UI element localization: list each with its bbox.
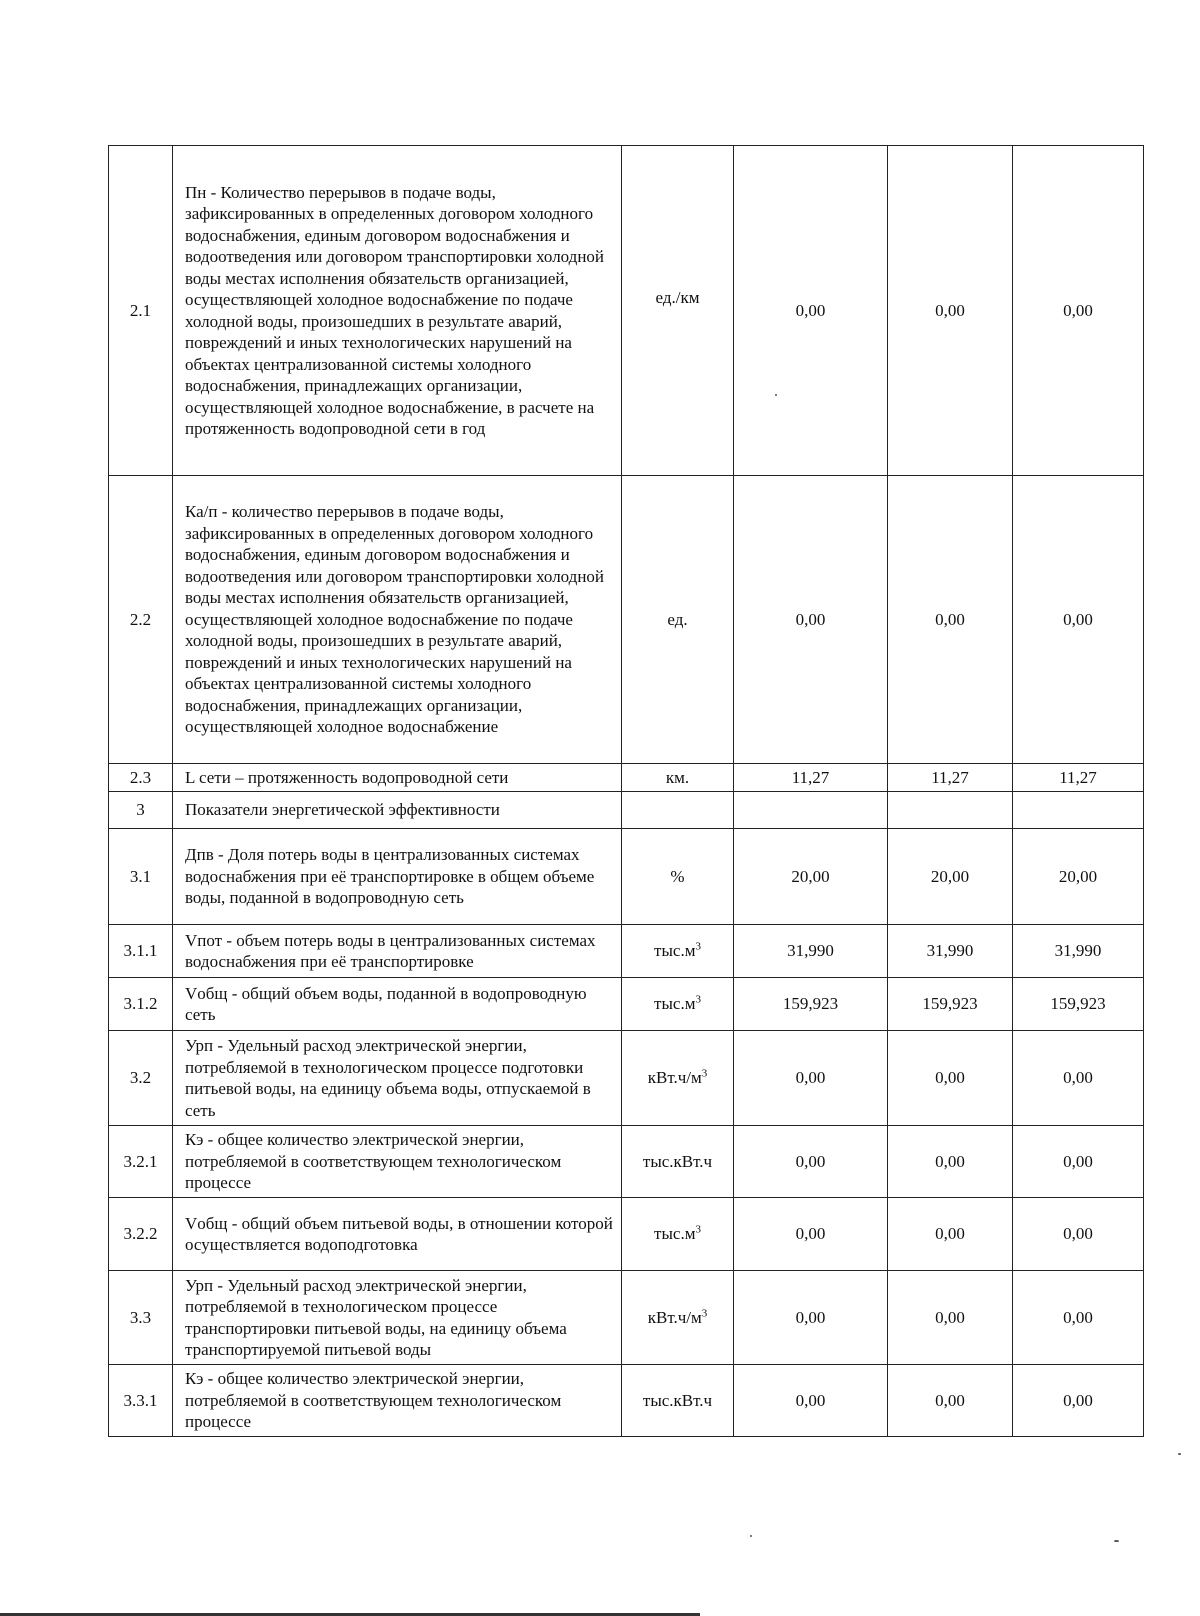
row-number: 3.3.1 bbox=[109, 1365, 173, 1437]
value-year-1: 0,00 bbox=[734, 476, 888, 764]
value-year-3 bbox=[1013, 792, 1144, 829]
value-year-1 bbox=[734, 792, 888, 829]
table-row bbox=[109, 1365, 1144, 1437]
value-year-1: 11,27 bbox=[734, 764, 888, 792]
row-unit bbox=[622, 1365, 734, 1437]
row-description: Vобщ - общий объем воды, поданной в водопроводную сеть bbox=[173, 978, 622, 1031]
value-year-2: 0,00 bbox=[888, 1365, 1013, 1437]
row-unit bbox=[622, 146, 734, 476]
row-description: Пн - Количество перерывов в подаче воды, зафиксированных в определенных договором холодного водоснабжения, единым договором водоснабжения и водоотведения или договором транспортировки холодной воды местах исполнения обязательств организацией, осуществляющей холодное водоснабжение по подаче холодной воды, произошедших в результате аварий, повреждений и иных технологических нарушений на объектах централизованной системы холодного водоснабжения, принадлежащих организации, осуществляющей холодное водоснабжение, в расчете на протяженность водопроводной сети в год bbox=[173, 146, 622, 476]
unit-superscript: 3 bbox=[695, 993, 701, 1006]
value-year-1: 31,990 bbox=[734, 925, 888, 978]
row-number: 3.1 bbox=[109, 829, 173, 925]
unit-text: тыс.м bbox=[654, 1224, 696, 1244]
row-number: 3 bbox=[109, 792, 173, 829]
row-description: Показатели энергетической эффективности bbox=[173, 792, 622, 829]
table-row bbox=[109, 792, 1144, 829]
value-year-2: 0,00 bbox=[888, 146, 1013, 476]
row-description: Кэ - общее количество электрической энергии, потребляемой в соответствующем технологическом процессе bbox=[173, 1126, 622, 1198]
table-row bbox=[109, 476, 1144, 764]
value-year-1: 0,00 bbox=[734, 146, 888, 476]
table-row bbox=[109, 829, 1144, 925]
value-year-3: 0,00 bbox=[1013, 1126, 1144, 1198]
value-year-2: 0,00 bbox=[888, 476, 1013, 764]
row-number: 3.1.1 bbox=[109, 925, 173, 978]
row-unit bbox=[622, 764, 734, 792]
value-year-3: 11,27 bbox=[1013, 764, 1144, 792]
row-number: 3.2.1 bbox=[109, 1126, 173, 1198]
row-number: 3.2.2 bbox=[109, 1198, 173, 1271]
unit-text: кВт.ч/м bbox=[647, 1068, 702, 1088]
value-year-2: 0,00 bbox=[888, 1271, 1013, 1365]
value-year-3: 159,923 bbox=[1013, 978, 1144, 1031]
table-row bbox=[109, 1271, 1144, 1365]
value-year-1: 0,00 bbox=[734, 1126, 888, 1198]
row-description: L сети – протяженность водопроводной сети bbox=[173, 764, 622, 792]
table-row bbox=[109, 1198, 1144, 1271]
value-year-3: 0,00 bbox=[1013, 1031, 1144, 1126]
scan-speck bbox=[1178, 1453, 1181, 1455]
unit-superscript: 3 bbox=[701, 1067, 708, 1080]
unit-superscript: 3 bbox=[701, 1307, 708, 1320]
unit-text: ед. bbox=[667, 609, 688, 629]
row-description: Vобщ - общий объем питьевой воды, в отношении которой осуществляется водоподготовка bbox=[173, 1198, 622, 1271]
unit-text: км. bbox=[665, 767, 690, 787]
value-year-2: 0,00 bbox=[888, 1031, 1013, 1126]
table-row bbox=[109, 764, 1144, 792]
row-number: 2.3 bbox=[109, 764, 173, 792]
value-year-3: 0,00 bbox=[1013, 476, 1144, 764]
unit-text: тыс.кВт.ч bbox=[642, 1151, 713, 1171]
value-year-3: 0,00 bbox=[1013, 146, 1144, 476]
row-number: 2.1 bbox=[109, 146, 173, 476]
value-year-2: 159,923 bbox=[888, 978, 1013, 1031]
value-year-1: 159,923 bbox=[734, 978, 888, 1031]
value-year-1: 20,00 bbox=[734, 829, 888, 925]
scan-speck bbox=[750, 1535, 752, 1537]
row-description: Урп - Удельный расход электрической энергии, потребляемой в технологическом процессе транспортировки питьевой воды, на единицу объема транспортируемой питьевой воды bbox=[173, 1271, 622, 1365]
value-year-2: 20,00 bbox=[888, 829, 1013, 925]
row-unit bbox=[622, 1126, 734, 1198]
row-unit bbox=[622, 1198, 734, 1271]
table-row bbox=[109, 1126, 1144, 1198]
row-unit bbox=[622, 1031, 734, 1126]
row-unit bbox=[622, 829, 734, 925]
unit-text: ед./км bbox=[655, 288, 700, 307]
value-year-1: 0,00 bbox=[734, 1271, 888, 1365]
value-year-3: 0,00 bbox=[1013, 1271, 1144, 1365]
unit-superscript: 3 bbox=[695, 1223, 701, 1236]
value-year-2: 31,990 bbox=[888, 925, 1013, 978]
row-number: 3.1.2 bbox=[109, 978, 173, 1031]
unit-text: кВт.ч/м bbox=[647, 1307, 702, 1327]
row-number: 3.3 bbox=[109, 1271, 173, 1365]
value-year-2: 0,00 bbox=[888, 1126, 1013, 1198]
row-description: Ка/п - количество перерывов в подаче воды, зафиксированных в определенных договором холодного водоснабжения, единым договором водоснабжения и водоотведения или договором транспортировки холодной воды местах исполнения обязательств организацией, осуществляющей холодное водоснабжение по подаче холодной воды, произошедших в результате аварий, повреждений и иных технологических нарушений на объектах централизованной системы холодного водоснабжения, принадлежащих организации, осуществляющей холодное водоснабжение bbox=[173, 476, 622, 764]
table-row bbox=[109, 146, 1144, 476]
indicators-table bbox=[108, 145, 1144, 1437]
value-year-2: 11,27 bbox=[888, 764, 1013, 792]
row-unit bbox=[622, 978, 734, 1031]
unit-text: тыс.м bbox=[654, 941, 696, 961]
row-description: Vпот - объем потерь воды в централизованных системах водоснабжения при её транспортировке bbox=[173, 925, 622, 978]
value-year-3: 31,990 bbox=[1013, 925, 1144, 978]
row-unit bbox=[622, 476, 734, 764]
value-year-2: 0,00 bbox=[888, 1198, 1013, 1271]
value-year-1: 0,00 bbox=[734, 1365, 888, 1437]
table-row bbox=[109, 1031, 1144, 1126]
row-description: Дпв - Доля потерь воды в централизованных системах водоснабжения при её транспортировке в общем объеме воды, поданной в водопроводную сеть bbox=[173, 829, 622, 925]
row-description: Урп - Удельный расход электрической энергии, потребляемой в технологическом процессе подготовки питьевой воды, на единицу объема воды, отпускаемой в сеть bbox=[173, 1031, 622, 1126]
value-year-3: 0,00 bbox=[1013, 1365, 1144, 1437]
table-row bbox=[109, 925, 1144, 978]
value-year-1: 0,00 bbox=[734, 1198, 888, 1271]
scan-speck bbox=[775, 394, 777, 396]
unit-superscript: 3 bbox=[695, 940, 701, 953]
row-unit bbox=[622, 792, 734, 829]
unit-text: тыс.м bbox=[654, 994, 696, 1014]
row-unit bbox=[622, 925, 734, 978]
unit-text: % bbox=[670, 866, 685, 886]
value-year-3: 0,00 bbox=[1013, 1198, 1144, 1271]
unit-text: тыс.кВт.ч bbox=[642, 1390, 713, 1410]
row-number: 2.2 bbox=[109, 476, 173, 764]
row-unit bbox=[622, 1271, 734, 1365]
row-number: 3.2 bbox=[109, 1031, 173, 1126]
scan-speck bbox=[1114, 1540, 1119, 1542]
value-year-3: 20,00 bbox=[1013, 829, 1144, 925]
value-year-2 bbox=[888, 792, 1013, 829]
table-row bbox=[109, 978, 1144, 1031]
row-description: Кэ - общее количество электрической энергии, потребляемой в соответствующем технологическом процессе bbox=[173, 1365, 622, 1437]
value-year-1: 0,00 bbox=[734, 1031, 888, 1126]
